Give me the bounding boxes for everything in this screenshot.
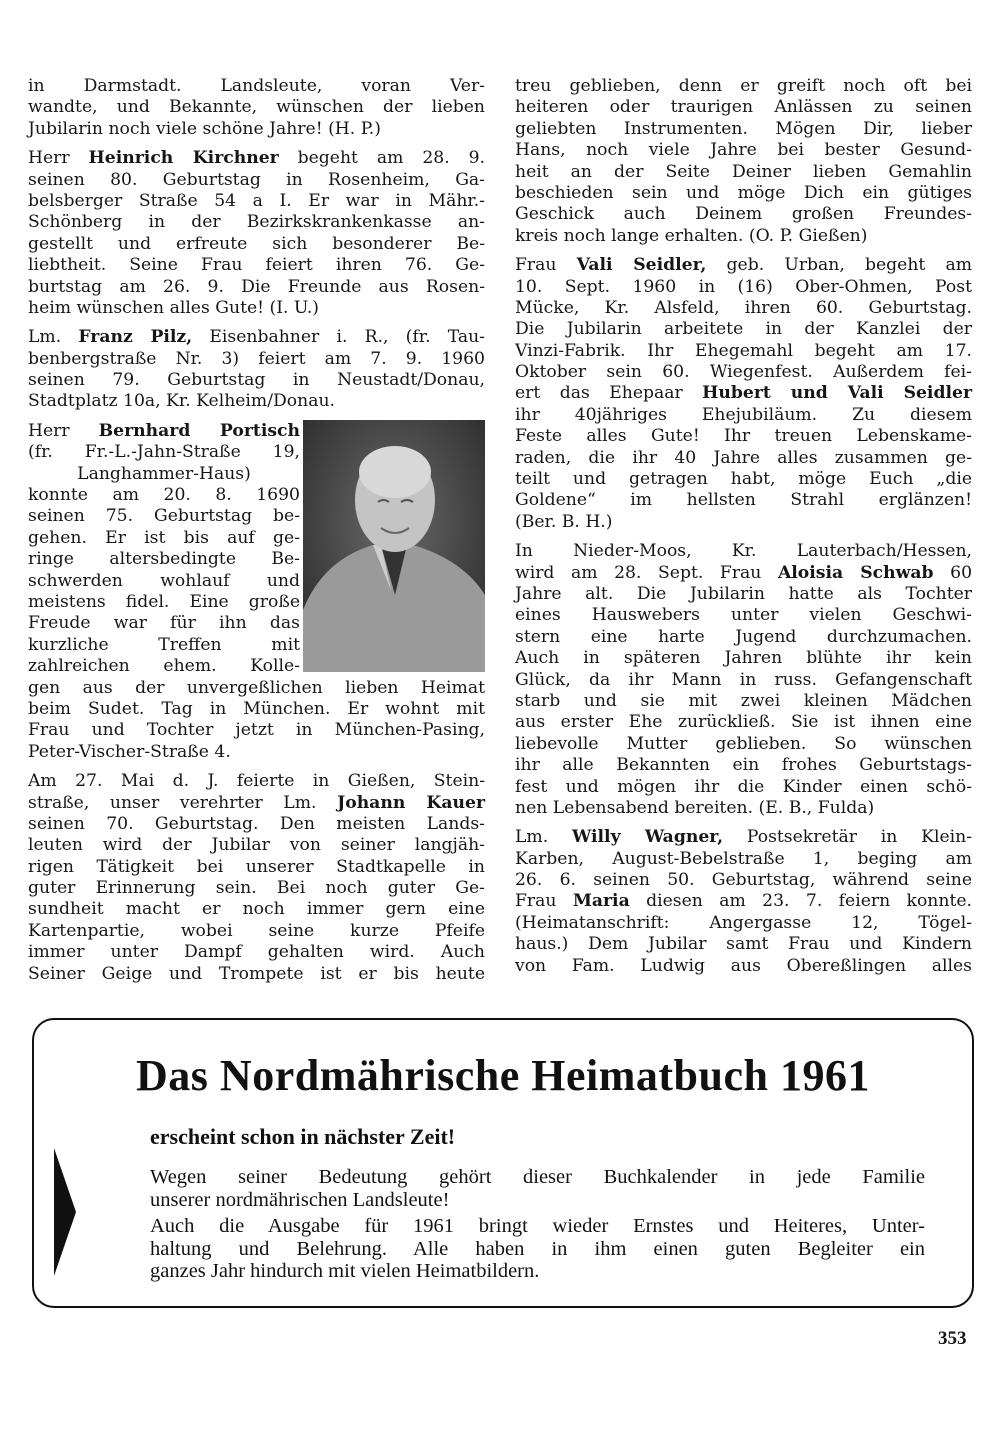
text-line: guter Erinnerung sein. Bei noch guter Ge- <box>28 878 485 899</box>
text-line: Jahre alt. Die Jubilarin hatte als Tochter <box>515 583 972 604</box>
text-line: Am 27. Mai d. J. feierte in Gießen, Stein- <box>28 771 485 792</box>
text-line: nen Lebensabend bereiten. (E. B., Fulda) <box>515 797 875 818</box>
text-segment: Frau <box>515 255 577 276</box>
text-line: raden, die ihr 40 Jahre alles zusammen ge- <box>515 447 972 468</box>
text-line: gen aus der unvergeßlichen lieben Heimat <box>28 677 485 698</box>
text-line: Mücke, Kr. Alsfeld, ihren 60. Geburtstag. <box>515 297 972 318</box>
text-line: Peter-Vischer-Straße 4. <box>28 741 231 762</box>
person-name: Johann Kauer <box>337 792 485 813</box>
text-line: Karben, August-Bebelstraße 1, beging am <box>515 848 972 869</box>
text-segment: begeht am 28. 9. <box>278 148 486 169</box>
text-line: (Heimatanschrift: Angergasse 12, Tögel- <box>515 912 972 933</box>
paragraph <box>150 1215 925 1283</box>
text-segment: Herr <box>28 420 99 441</box>
person-name: Aloisia Schwab <box>777 562 934 583</box>
text-segment: Postsekretär in Klein- <box>723 827 973 848</box>
text-line: teilt und getragen habt, möge Euch „die <box>515 469 972 490</box>
text-line: Wegen seiner Bedeutung gehört dieser Buchkalender in jede Familie <box>150 1166 925 1188</box>
text-line: schwerden wohlauf und <box>28 570 300 591</box>
paragraph <box>28 771 485 985</box>
text-line: Auch in späteren Jahren blühte ihr kein <box>515 648 972 669</box>
text-line: Goldene“ im hellsten Strahl erglänzen! <box>515 490 972 511</box>
text-segment: 60 <box>933 562 973 583</box>
text-line: geliebten Instrumenten. Mögen Dir, lieber <box>515 118 972 139</box>
text-line: 10. Sept. 1960 in (16) Ober-Ohmen, Post <box>515 276 972 297</box>
person-name: Bernhard Portisch <box>98 420 301 441</box>
text-line: seinen 70. Geburtstag. Den meisten Lands- <box>28 813 485 834</box>
page-number: 353 <box>938 1328 967 1349</box>
text-line: Oktober sein 60. Wiegenfest. Außerdem fei- <box>515 362 972 383</box>
text-line <box>28 148 485 169</box>
text-line: haus.) Dem Jubilar samt Frau und Kindern <box>515 934 972 955</box>
ad-body <box>150 1166 925 1287</box>
person-name: Heinrich Kirchner <box>88 148 279 169</box>
text-line <box>28 327 485 348</box>
text-line: heit an der Seite Deiner lieben Gemahlin <box>515 161 972 182</box>
text-line: leuten wird der Jubilar von seiner langjäh- <box>28 835 485 856</box>
paragraph <box>150 1166 925 1211</box>
text-line: gehen. Er ist bis auf ge- <box>28 527 300 548</box>
text-line: burtstag am 26. 9. Die Freunde aus Rosen- <box>28 276 485 297</box>
text-segment: Eisenbahner i. R., (fr. Tau- <box>192 327 485 348</box>
paragraph <box>28 327 485 413</box>
person-name: Vali Seidler, <box>576 255 707 276</box>
text-line: In Nieder-Moos, Kr. Lauterbach/Hessen, <box>515 541 972 562</box>
text-line: Frau und Tochter jetzt in München-Pasing, <box>28 720 485 741</box>
text-line: seinen 80. Geburtstag in Rosenheim, Ga- <box>28 169 485 190</box>
text-line: Feste alles Gute! Ihr treuen Lebenskame- <box>515 426 972 447</box>
text-line: zahlreichen ehem. Kolle- <box>28 656 300 677</box>
text-segment: Frau <box>515 891 573 912</box>
text-line: in Darmstadt. Landsleute, voran Ver- <box>28 76 485 96</box>
text-line: Stadtplatz 10a, Kr. Kelheim/Donau. <box>28 391 335 412</box>
text-line: treu geblieben, denn er greift noch oft bei <box>515 76 972 96</box>
text-line: aus erster Ehe zurückließ. Sie ist ihnen eine <box>515 712 972 733</box>
text-line: konnte am 20. 8. 1690 <box>28 485 300 506</box>
text-line: Vinzi-Fabrik. Ihr Ehegemahl begeht am 17. <box>515 340 972 361</box>
ad-title: Das Nordmährische Heimatbuch 1961 <box>136 1051 870 1100</box>
text-line: ganzes Jahr hindurch mit vielen Heimatbildern. <box>150 1260 540 1282</box>
text-segment: Lm. <box>28 327 79 348</box>
text-line: Die Jubilarin arbeitete in der Kanzlei der <box>515 319 972 340</box>
text-line: belsberger Straße 54 a I. Er war in Mähr.- <box>28 190 485 211</box>
paragraph <box>28 76 485 140</box>
text-line: beim Sudet. Tag in München. Er wohnt mit <box>28 698 485 719</box>
text-line: seinen 79. Geburtstag in Neustadt/Donau, <box>28 370 485 391</box>
right-column <box>515 76 972 985</box>
paragraph <box>28 148 485 319</box>
text-line: kreis noch lange erhalten. (O. P. Gießen) <box>515 225 868 246</box>
text-line: 26. 6. seinen 50. Geburtstag, während seine <box>515 870 972 891</box>
text-line: benbergstraße Nr. 3) feiert am 7. 9. 1960 <box>28 348 485 369</box>
text-segment: Lm. <box>515 827 572 848</box>
person-name: Willy Wagner, <box>571 827 724 848</box>
person-name: Maria <box>572 891 630 912</box>
text-line: ihr alle Bekannten ein frohes Geburtstags- <box>515 755 972 776</box>
text-segment: diesen am 23. 7. feiern konnte. <box>629 891 972 912</box>
text-line: heiteren oder traurigen Anlässen zu seinen <box>515 97 972 118</box>
text-line <box>515 255 972 276</box>
text-line: immer unter Dampf gehalten wird. Auch <box>28 942 485 963</box>
text-segment: ert das Ehepaar <box>515 383 703 404</box>
text-line: Hans, noch viele Jahre bei bester Gesund- <box>515 140 972 161</box>
text-line: rigen Tätigkeit bei unserer Stadtkapelle in <box>28 856 485 877</box>
text-line: ihr 40jähriges Ehejubiläum. Zu diesem <box>515 404 972 425</box>
text-line: Kartenpartie, wobei seine kurze Pfeife <box>28 920 485 941</box>
text-line: meistens fidel. Eine große <box>28 591 300 612</box>
person-name: Hubert und Vali Seidler <box>702 383 972 404</box>
text-line <box>515 891 972 912</box>
portrait-photo <box>303 420 485 672</box>
text-line: Freude war für ihn das <box>28 613 300 634</box>
text-line: gestellt und erfreute sich besonderer Be- <box>28 233 485 254</box>
paragraph <box>515 76 972 247</box>
text-line: beschieden sein und möge Dich ein gütiges <box>515 182 972 203</box>
text-line <box>515 383 972 404</box>
advertisement-box <box>32 1018 974 1308</box>
text-line: Langhammer-Haus) <box>77 463 251 484</box>
paragraph <box>515 541 972 819</box>
text-line: starb und sie mit zwei kleinen Mädchen <box>515 690 972 711</box>
text-line: stern eine harte Jugend durchzumachen. <box>515 626 972 647</box>
text-line: Jubilarin noch viele schöne Jahre! (H. P.) <box>28 118 381 139</box>
text-line <box>515 563 972 584</box>
text-line: haltung und Belehrung. Alle haben in ihm einen guten Begleiter ein <box>150 1237 925 1260</box>
text-line: liebtheit. Seine Frau feiert ihren 76. Ge- <box>28 255 485 276</box>
paragraph <box>515 827 972 977</box>
text-line: Geschick auch Deinem großen Freundes- <box>515 204 972 225</box>
text-line: kurzliche Treffen mit <box>28 634 300 655</box>
text-line: ringe altersbedingte Be- <box>28 549 300 570</box>
text-line: sundheit macht er noch immer gern eine <box>28 899 485 920</box>
text-segment: geb. Urban, begeht am <box>706 255 972 276</box>
text-line: eines Hauswebers unter vielen Geschwi- <box>515 605 972 626</box>
text-line: wandte, und Bekannte, wünschen der lieben <box>28 97 485 118</box>
text-line: Schönberg in der Bezirkskrankenkasse an- <box>28 212 485 233</box>
text-line <box>28 793 485 814</box>
text-line: heim wünschen alles Gute! (I. U.) <box>28 297 320 318</box>
text-line <box>28 421 300 442</box>
text-line <box>515 827 972 848</box>
text-line: von Fam. Ludwig aus Obereßlingen alles <box>515 955 972 976</box>
paragraph <box>515 255 972 533</box>
text-line: Seiner Geige und Trompete ist er bis heute <box>28 963 485 984</box>
ad-subtitle: erscheint schon in nächster Zeit! <box>150 1124 456 1149</box>
text-line: liebevolle Mutter geblieben. So wünschen <box>515 733 972 754</box>
text-segment: straße, unser verehrter Lm. <box>28 792 338 813</box>
text-line: (Ber. B. H.) <box>515 511 613 532</box>
person-name: Franz Pilz, <box>78 327 193 348</box>
text-line: Auch die Ausgabe für 1961 bringt wieder Ernstes und Heiteres, Unter- <box>150 1215 925 1237</box>
text-line: seinen 75. Geburtstag be- <box>28 506 300 527</box>
text-line: (fr. Fr.-L.-Jahn-Straße 19, <box>28 442 300 463</box>
text-segment: wird am 28. Sept. Frau <box>515 562 778 583</box>
text-segment: Herr <box>28 148 89 169</box>
triangle-arrow-icon <box>54 1148 76 1276</box>
text-line: fest und mögen ihr die Kinder einen schö- <box>515 776 972 797</box>
text-line: Glück, da ihr Mann in russ. Gefangenschaft <box>515 669 972 690</box>
text-line: unserer nordmährischen Landsleute! <box>150 1188 450 1211</box>
